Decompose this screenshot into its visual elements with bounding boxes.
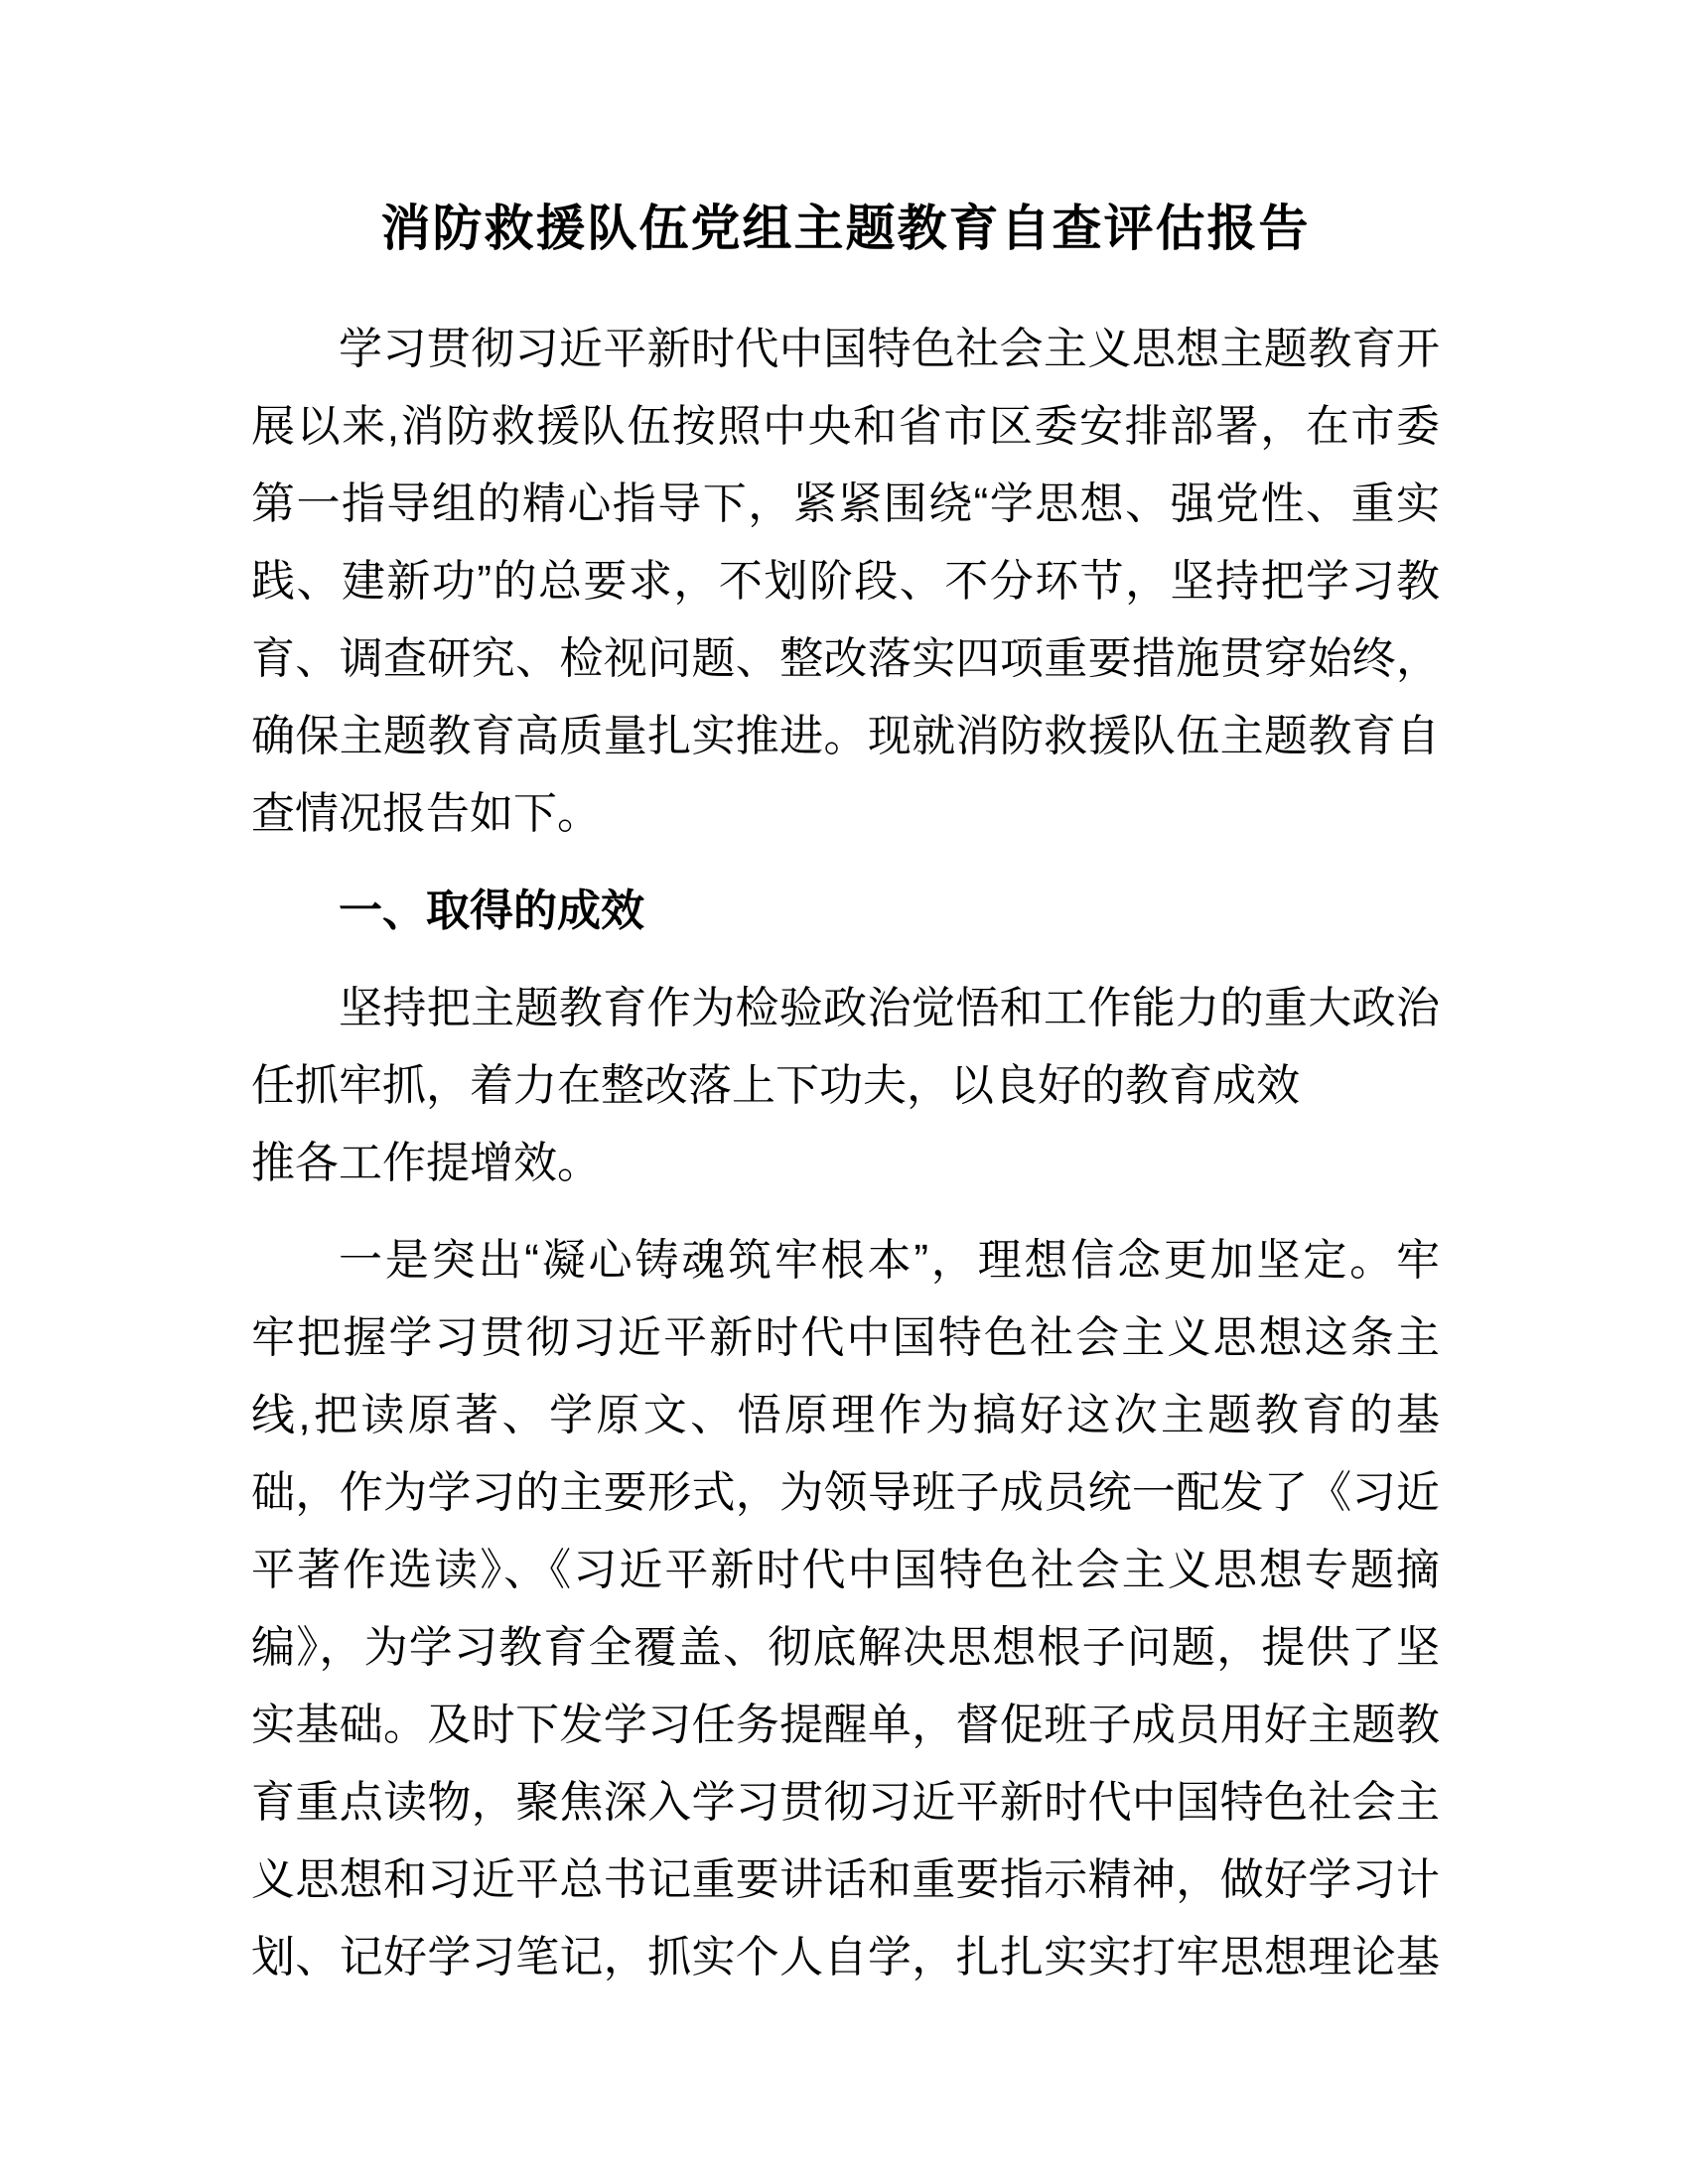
text-line: 线,把读原著、学原文、悟原理作为搞好这次主题教育的基 (251, 1391, 1440, 1439)
text-line: 编》，为学习教育全覆盖、彻底解决思想根子问题，提供了坚 (251, 1623, 1440, 1672)
text-line: 任抓牢抓，着力在整改落上下功夫，以良好的教育成效 (251, 1061, 1300, 1110)
document-title: 消防救援队伍党组主题教育自查评估报告 (380, 201, 1311, 256)
text-line: 推各工作提增效。 (251, 1139, 601, 1187)
text-line: 平著作选读》、《习近平新时代中国特色社会主义思想专题摘 (251, 1546, 1440, 1594)
paragraph (251, 1222, 1440, 1996)
text-line: 义思想和习近平总书记重要讲话和重要指示精神，做好学习计 (251, 1855, 1440, 1904)
text-line: 础，作为学习的主要形式，为领导班子成员统一配发了《习近 (251, 1468, 1440, 1517)
text-line: 一、取得的成效 (339, 887, 644, 935)
text-line: 践、建新功”的总要求，不划阶段、不分环节，坚持把学习教 (251, 557, 1440, 606)
text-line: 划、记好学习笔记，抓实个人自学，扎扎实实打牢思想理论基 (251, 1933, 1440, 1981)
text-line: 育重点读物，聚焦深入学习贯彻习近平新时代中国特色社会主 (251, 1778, 1440, 1827)
text-line: 牢把握学习贯彻习近平新时代中国特色社会主义思想这条主 (251, 1313, 1440, 1362)
text-line: 查情况报告如下。 (251, 789, 601, 838)
text-line: 一是突出“凝心铸魂筑牢根本”，理想信念更加坚定。牢 (339, 1236, 1440, 1285)
text-line: 实基础。及时下发学习任务提醒单，督促班子成员用好主题教 (251, 1701, 1440, 1749)
text-line: 坚持把主题教育作为检验政治觉悟和工作能力的重大政治 (339, 984, 1440, 1032)
paragraph (251, 970, 1440, 1202)
paragraph (251, 311, 1440, 853)
text-line: 确保主题教育高质量扎实推进。现就消防救援队伍主题教育自 (251, 712, 1440, 760)
document-body (251, 311, 1440, 1996)
text-line: 学习贯彻习近平新时代中国特色社会主义思想主题教育开 (339, 325, 1440, 373)
text-line: 展以来,消防救援队伍按照中央和省市区委安排部署，在市委 (251, 402, 1440, 451)
section-heading (251, 873, 1440, 950)
text-line: 第一指导组的精心指导下，紧紧围绕“学思想、强党性、重实 (251, 479, 1440, 528)
text-line: 育、调查研究、检视问题、整改落实四项重要措施贯穿始终， (251, 634, 1440, 683)
